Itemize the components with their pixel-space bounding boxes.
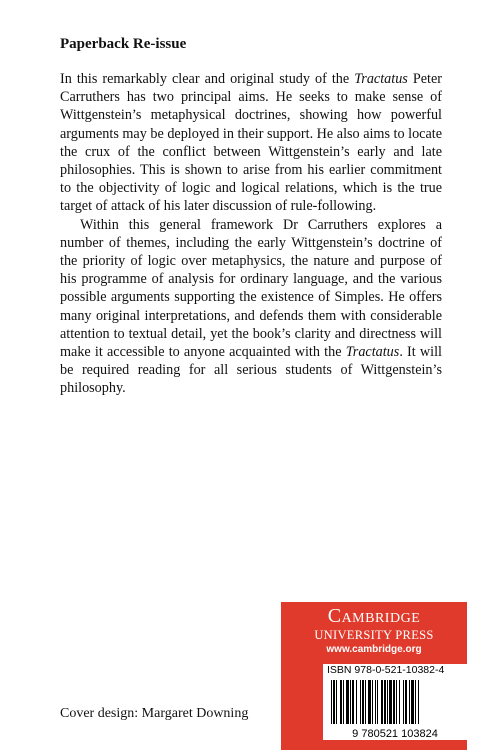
barcode-bar xyxy=(356,680,357,724)
barcode-bar xyxy=(343,680,344,724)
barcode-bar xyxy=(336,680,337,724)
barcode-bar xyxy=(393,680,395,724)
blurb-paragraph-1 xyxy=(60,70,442,216)
barcode-bar xyxy=(411,680,414,724)
barcode-bar xyxy=(333,680,335,724)
barcode-bar xyxy=(403,680,404,724)
barcode-bars xyxy=(331,680,419,724)
p1-book-title: Tractatus xyxy=(354,71,408,87)
publisher-url: www.cambridge.org xyxy=(326,644,422,655)
barcode-bar xyxy=(360,680,361,724)
barcode-bar xyxy=(375,680,376,724)
barcode-panel xyxy=(323,664,467,740)
barcode-bar xyxy=(368,680,371,724)
isbn-label: ISBN 978-0-521-10382-4 xyxy=(327,664,445,676)
p2-text-post: . It will be required reading for all serious students of Wittgenstein’s philosophy. xyxy=(60,344,442,397)
barcode-bar xyxy=(399,680,400,724)
barcode-bar xyxy=(372,680,373,724)
barcode-bar xyxy=(352,680,354,724)
barcode-bar xyxy=(384,680,386,724)
barcode-bar xyxy=(365,680,366,724)
barcode-digits: 9 780521 103824 xyxy=(352,728,438,740)
publisher-name: Cambridge xyxy=(327,605,421,627)
barcode-bar xyxy=(387,680,388,724)
p2-text-pre: Within this general framework Dr Carruthers explores a number of themes, including the early Wittgenstein’s doctrine of the priority of logic over metaphysics, the nature and purpose of his programme of analysis for ordinary language, and the various possible arguments supporting the existence of Simples. He offers many original interpretations, and defends them with considerable attention to textual detail, yet the book’s clarity and directness will make it accessible to anyone acquainted with the xyxy=(60,216,442,361)
barcode-bar xyxy=(331,680,332,724)
barcode-bar xyxy=(418,680,419,724)
barcode-bar xyxy=(346,680,349,724)
p2-book-title: Tractatus xyxy=(345,344,400,361)
barcode-bar xyxy=(350,680,351,724)
p1-text-pre: In this remarkably clear and original study of the xyxy=(60,71,355,87)
blurb-paragraph-2 xyxy=(60,216,442,398)
barcode-graphic xyxy=(323,678,467,740)
barcode-bar xyxy=(405,680,407,724)
barcode-bar xyxy=(377,680,378,724)
barcode-bar xyxy=(340,680,342,724)
blurb-text xyxy=(60,70,442,398)
barcode-bar xyxy=(409,680,410,724)
barcode-bar xyxy=(389,680,392,724)
barcode-bar xyxy=(415,680,416,724)
publisher-press: UNIVERSITY PRESS xyxy=(314,628,434,642)
barcode-bar xyxy=(362,680,364,724)
barcode-bar xyxy=(396,680,397,724)
cover-design-credit: Cover design: Margaret Downing xyxy=(60,706,249,721)
section-heading: Paperback Re-issue xyxy=(60,36,187,52)
barcode-bar xyxy=(381,680,383,724)
p1-text-post: Peter Carruthers has two principal aims. He seeks to make sense of Wittgenstein’s metaphysical doctrines, showing how powerful arguments may be deployed in their support. He also aims to locate the crux of the conflict between Wittgenstein’s early and late philosophies. This is shown to arise from his earlier commitment to the objectivity of logic and logical relations, which is the true target of attack of his later discussion of rule-following. xyxy=(60,71,443,215)
